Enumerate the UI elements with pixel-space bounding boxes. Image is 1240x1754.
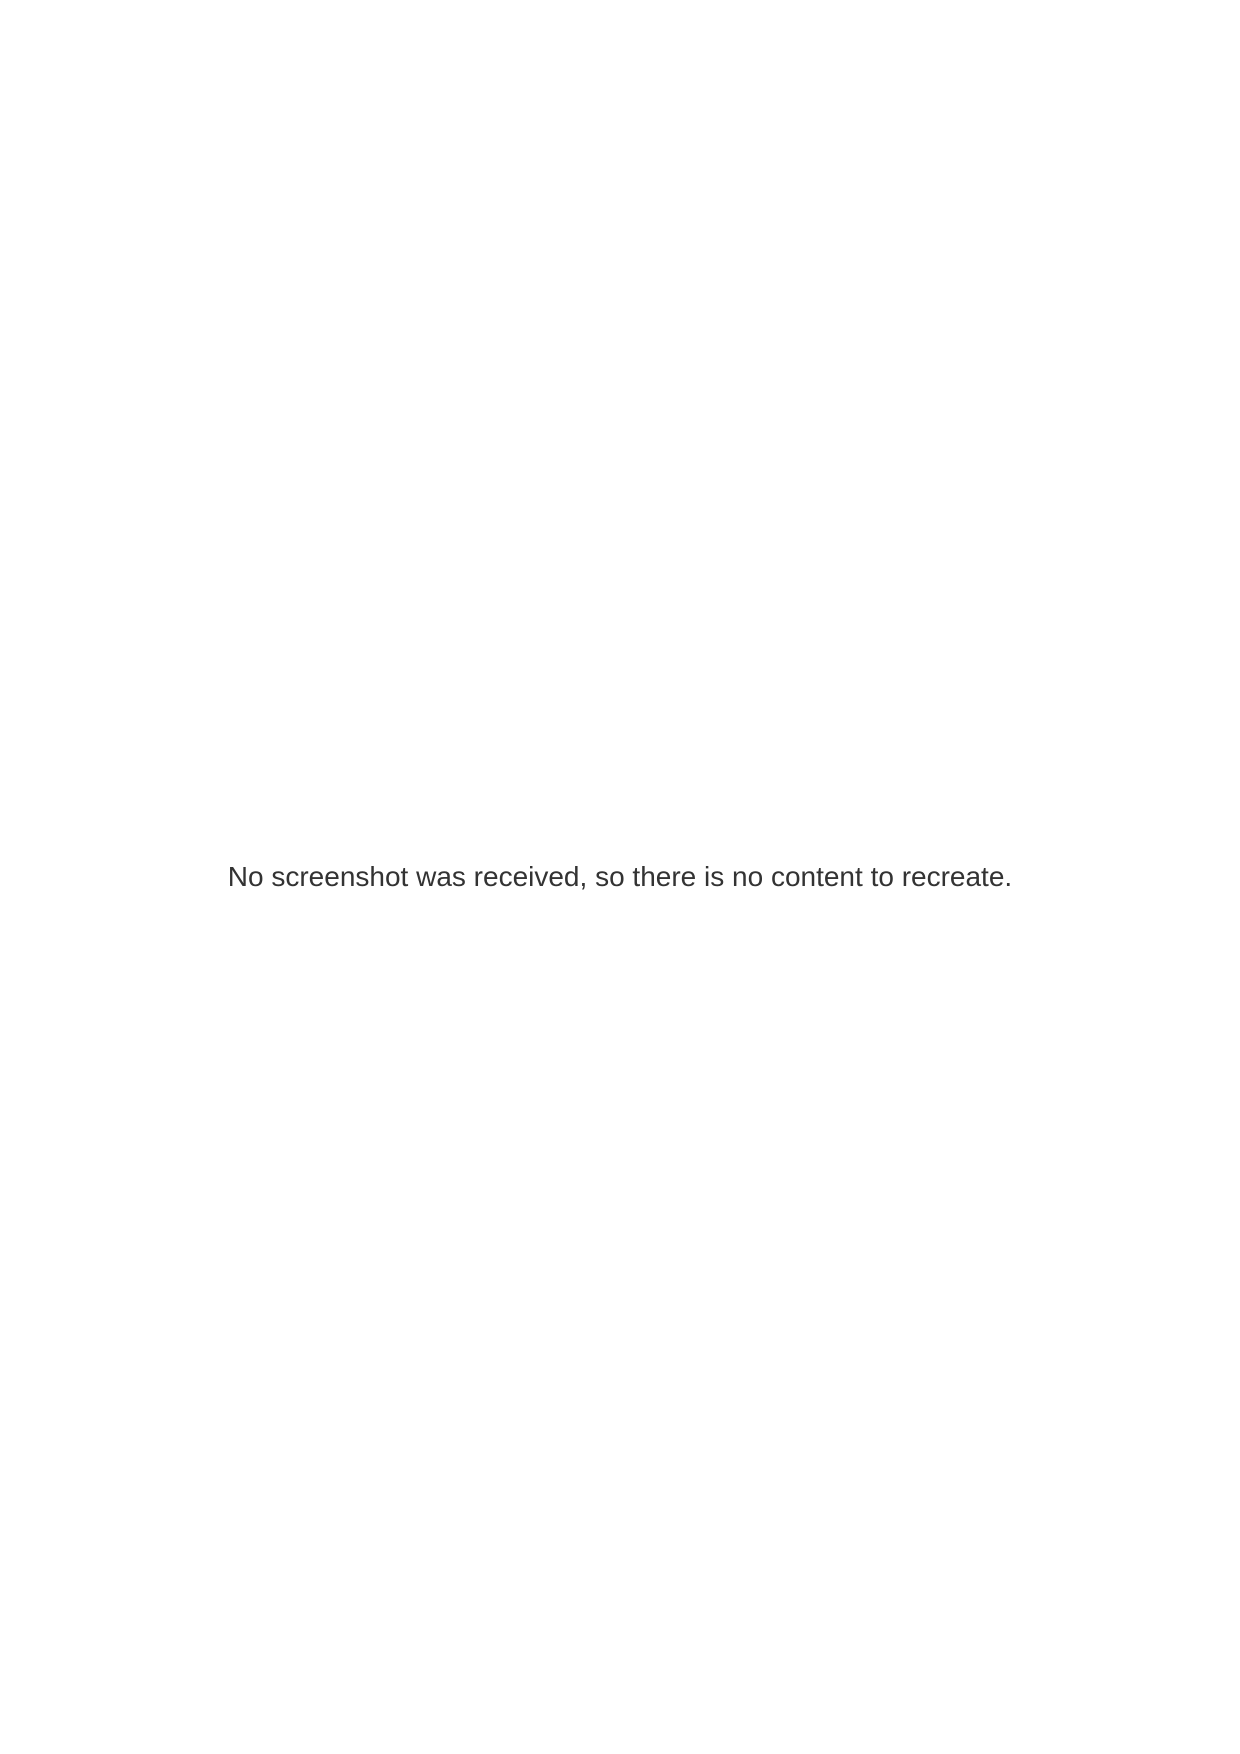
- missing-image-notice: No screenshot was received, so there is no content to recreate.: [227, 861, 1013, 892]
